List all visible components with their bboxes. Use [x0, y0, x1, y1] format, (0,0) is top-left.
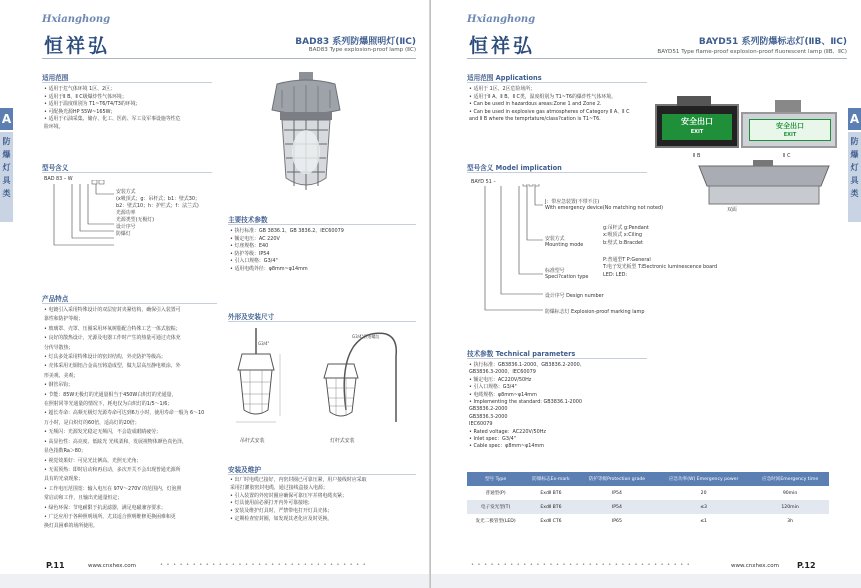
divider	[42, 172, 212, 173]
dimension-heading: 外形及安装尺寸	[228, 313, 275, 321]
brand-logo-cn: 恒祥弘	[469, 35, 536, 57]
table-cell: 发光二极管型(LED)	[475, 519, 516, 524]
pole-caption: 灯杆式安装	[330, 438, 355, 444]
dimension-drawing	[228, 326, 418, 438]
table-cell: IP54	[611, 490, 622, 496]
brand-english: Hxianghong	[42, 14, 111, 25]
table-cell: IP65	[611, 518, 622, 524]
junction-box	[775, 100, 801, 112]
header-rule	[42, 58, 416, 59]
divider	[42, 303, 217, 304]
model-leader-lines	[44, 180, 114, 252]
table-cell: 90min	[782, 490, 798, 496]
sign-lamp-iib	[655, 104, 739, 148]
features-list: • 电镀引入采用特殊设计的双层密封夹紧结构，确保引入装置可 靠性和防护等级； • 玻璃罩、壳罩、压圈采用环氧树脂配合特殊工艺一体式胶粘； • 良好的散热设计，光源及电器工作时产生的热量可通过壳体充 分传导散热； • 灯具多处采用特殊设计的密封结构，外壳防护等级高； • 壳体采用无铜铝合金高压铸造成型，做九层高压静电喷涂，外 形美观、美观； • 钢管吊钩； • 节能：85W无极灯的光通量相当于450W白炽灯的光通量， 在照射同等光通量的情况下，耗电仅为白炽灯的1/5～1/6； • 超长寿命：高频无极灯光源寿命可达到6万小时，使用寿命一般为 6～10 万小时，是白炽灯的60倍，适高灯的20倍； • 无频闪：光源发光稳定无频闪，不会造成眼睛疲劳； • 高显色性：高亮度、低眩光 光线柔和，发展视物体颜色真色泽， 显色指数Ra＞80； • 视觉效果好：可见光比例高，光照无光角； • 无需预热：即时启动和再启动，多次开关不会出现普通光源所 具有的光衰现象； • 工作电压范围宽：输入电压在 97V～270V 的范围内，灯泡照 常启动和工作，且输出光通量恒定； • 绿色环保：节电耐限于抗泥滤器，满足电磁兼容要求； • 广泛应用于各种照明场所，尤其适合照明维修更换困难和更 换灯具困难的场所使用。	[44, 307, 205, 530]
section-side-tab: 防 爆 灯 具 类	[848, 132, 861, 222]
divider	[467, 82, 647, 83]
left-page	[0, 0, 430, 588]
divider	[467, 172, 647, 173]
table-cell: 普通型(P)	[485, 491, 506, 496]
footer-dots: • • • • • • • • • • • • • • • • • • • • • • • • • • • • • • • •	[160, 562, 367, 568]
model-label-design: 设计序号 Design number	[545, 293, 604, 299]
mount-options: g:吊杆式 g:Pendant x:吸顶式 x:Ciling b:壁式 b:Bracdet	[603, 225, 649, 246]
section-letter-tab: A	[0, 108, 13, 130]
model-heading: 型号含义	[42, 164, 69, 172]
table-row	[467, 486, 829, 500]
scope-heading: 适用范围	[42, 74, 69, 82]
table-row	[467, 500, 829, 514]
divider	[42, 82, 212, 83]
spec-options: P:普通型T P:General T:电子发光板型 T:Electronic luminescence board LED: LED:	[603, 257, 718, 278]
page-number: P.12	[797, 561, 816, 570]
divider	[228, 474, 416, 475]
table-cell: ExdⅡ BT6	[524, 500, 578, 514]
column-header: 防爆标志Ex-mark	[524, 472, 578, 486]
section-letter-tab: A	[848, 108, 861, 130]
divider	[228, 321, 416, 322]
model-label-spec-en: Speci?cation type	[545, 274, 589, 280]
model-label-mount: 安装方式	[545, 236, 565, 242]
tech-list: • 执行标准：GB3836.1-2000、GB3836.2-2000、 GB3836.3-2000、IEC60079 • 额定电压：AC220V/50Hz • 引入口规格：G3/4" • 电缆规格：φ8mm~φ14mm • Implementing the standard: GB3836.1-2000 GB3836.2-2000 GB3836.3-2000 IEC60079 • Rated voltage：AC220V/50Hz • Inlet spec：G3/4" • Cable spec：φ8mm~φ14mm	[469, 362, 585, 450]
junction-box	[677, 96, 711, 106]
footer-bar	[431, 574, 861, 588]
model-label-j: J：带应急装置(不带不注)	[545, 199, 600, 205]
table-cell: ≤3	[656, 500, 751, 514]
footer-dots: • • • • • • • • • • • • • • • • • • • • • • • • • • • • • • • • • •	[471, 562, 691, 568]
scope-list: • 适用于危气体环境 1区、2区； • 适用于Ⅱ B、Ⅱ C级爆炸性气体环境； • 适用于温度组别为 T1~T6/T4/T3的环境； • 可配换光源HP 55W~165W； • 适用于石油采集、储存、化工、医药、军工及军事设施等性危 险环境。	[44, 86, 181, 130]
tech-heading: 主要技术参数	[228, 216, 268, 224]
brand-english: Hxianghong	[467, 14, 536, 25]
pipe-thread-label: G3/4"管道螺纹	[352, 334, 380, 339]
website-url: www.cnxhex.com	[88, 563, 137, 569]
right-page	[431, 0, 861, 588]
model-heading: 型号含义 Model implication	[467, 164, 562, 172]
table-cell: ≤1	[700, 518, 707, 524]
column-header: 应急时间Emergency time	[751, 472, 829, 486]
features-heading: 产品特点	[42, 295, 69, 303]
table-cell: 3h	[787, 518, 793, 524]
model-label-marking: 防爆标志灯 Explosion-proof marking lamp	[545, 309, 645, 315]
model-label-j-en: With emergency device(No matching not noted)	[545, 205, 664, 211]
table-cell: 电子发光型(T)	[467, 500, 524, 514]
website-url: www.cnxhex.com	[731, 563, 780, 569]
column-header: 应急功率(W) Emergency power	[656, 472, 751, 486]
caption-iib: Ⅱ B	[693, 153, 701, 159]
model-label-spec: 标准型号	[545, 268, 565, 274]
scope-list: • 适用于 1区、2区危险场所； • 适用于Ⅱ A、Ⅱ B、Ⅱ C类，温度组别为 T1~T6的爆炸性气体环境。 • Can be used in hazardous areas:Zone 1 and Zone 2. • Can be used in explosive gas atmospheres of Category Ⅱ A、Ⅱ C and Ⅱ B where the temprtature/class?cation is T1~T6.	[469, 86, 630, 123]
header-rule	[467, 58, 847, 59]
model-labels: 安装方式 (x吸顶式；g：吊杆式；b1：壁式30； b2：壁式10；h：护栏式；f：法兰式) 光源功率 光源类型(无极灯) 设计序号 防爆灯	[116, 189, 200, 237]
model-leader-lines	[471, 184, 543, 316]
page-title: BAD83 系列防爆照明灯(ⅡC)	[295, 37, 416, 47]
column-header: 防护等级Protection grade	[578, 472, 656, 486]
install-list: • 出厂时电缆已接好，内密封圈已可靠压紧，用户接线时应采取 采用打灌胶密封电缆，通过接线盒接入电源； • 引入装置的外密封圈应确保可靠压牢并将电缆夹紧； • 灯具使用前必须打开内外可靠接地； • 安装及维护灯具时，严禁带电打开灯具壳体； • 定期检查密封圈，如发现其老化应及时更换。	[230, 477, 367, 522]
page-subtitle: BAYD51 Type flame-proof explosion-proof fluorescent lamp (ⅡB、ⅡC)	[657, 49, 847, 55]
table-cell: IP54	[578, 500, 656, 514]
model-label-mount-en: Mounting mode	[545, 242, 584, 248]
table-cell: 120min	[751, 500, 829, 514]
table-cell: 20	[700, 490, 707, 496]
scope-heading: 适用范围 Applications	[467, 74, 542, 82]
double-sided-lamp	[689, 160, 839, 216]
model-code: BAD 83 – W	[44, 176, 73, 182]
column-header: 型号 Type	[467, 472, 524, 486]
table-row	[467, 514, 829, 528]
install-heading: 安装及维护	[228, 466, 261, 474]
exit-sign: 安全出口 EXIT	[662, 114, 732, 140]
exit-sign: 安全出口 EXIT	[749, 119, 831, 141]
brand-logo-cn: 恒祥弘	[44, 35, 111, 57]
table-cell: ExdⅡ BT6	[540, 490, 562, 496]
thread-label: G3/4"	[258, 341, 270, 346]
tech-heading: 技术参数 Technical parameters	[467, 350, 576, 358]
pendant-caption: 吊杆式安装	[240, 438, 265, 444]
spec-table	[467, 472, 829, 528]
page-subtitle: BAD83 Type explosion-proof lamp (ⅡC)	[308, 47, 416, 53]
bad83-lamp-photo	[252, 70, 362, 200]
tech-list: • 执行标准：GB 3836.1、GB 3836.2、IEC60079 • 额定电压：AC 220V • 灯座规格：E40 • 防护等级：IP54 • 引入口规格：G3/4" • 适用电缆外径：φ8mm~φ14mm	[230, 228, 344, 272]
page-title: BAYD51 系列防爆标志灯(ⅡB、ⅡC)	[698, 37, 847, 47]
table-header-row	[467, 472, 829, 486]
sign-lamp-iic	[741, 112, 837, 148]
section-side-tab: 防 爆 灯 具 类	[0, 132, 13, 222]
caption-iic: Ⅱ C	[783, 153, 791, 159]
table-cell: ExdⅡ CT6	[540, 518, 562, 524]
divider	[467, 358, 647, 359]
model-code: BAYD 51 –	[471, 179, 496, 185]
divider	[228, 224, 416, 225]
page-number: P.11	[46, 561, 65, 570]
caption-double: 双面	[727, 207, 737, 213]
footer-bar	[0, 574, 430, 588]
